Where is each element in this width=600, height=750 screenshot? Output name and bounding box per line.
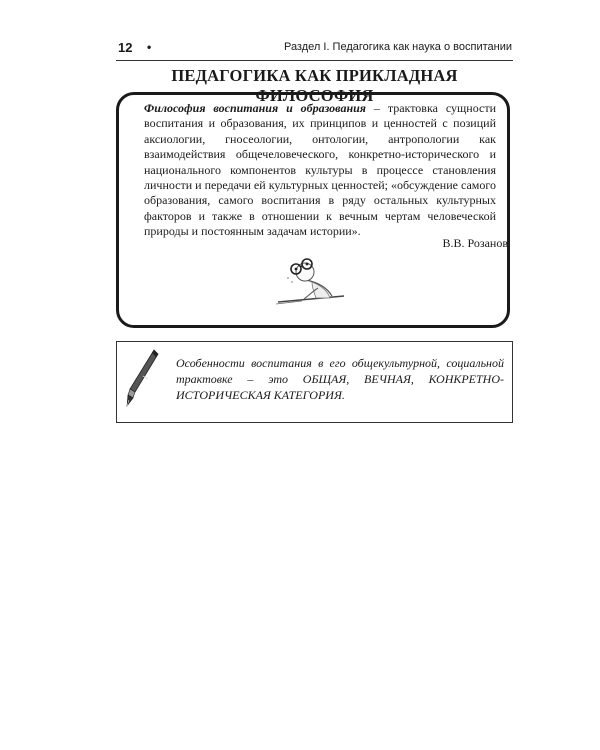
quote-term: Философия воспитания и образования	[144, 101, 366, 115]
header-rule	[116, 60, 513, 61]
section-title: ПЕДАГОГИКА КАК ПРИКЛАДНАЯ ФИЛОСОФИЯ	[171, 66, 458, 105]
fountain-pen-icon	[121, 346, 161, 417]
quote-text	[144, 101, 496, 240]
note-text: Особенности воспитания в его общекультурной, социальной трактовке – это ОБЩАЯ, ВЕЧНАЯ, КОНКРЕТНО-ИСТОРИЧЕСКАЯ КАТЕГОРИЯ.	[176, 356, 504, 402]
header-bullet: •	[147, 40, 152, 54]
thinking-figure-with-glasses-icon	[272, 252, 352, 315]
quote-author: В.В. Розанов	[442, 236, 508, 250]
page-number: 12	[118, 40, 133, 55]
running-head: Раздел I. Педагогика как наука о воспитании	[283, 41, 512, 53]
quote-body: – трактовка сущности воспитания и образования, их принципов и ценностей с позиций аксиологии, гносеологии, онтологии, антропологии как взаимодействия общечеловеческого, конкретно-исторического и национального компонентов культуры в процессе становления личности и передачи ей культурных ценностей; «обсуждение самого образования, самого воспитания в ряду остальных культурных факторов и также в отношении к вечным чертам человеческой природы и постоянным задачам истории».	[144, 101, 496, 239]
